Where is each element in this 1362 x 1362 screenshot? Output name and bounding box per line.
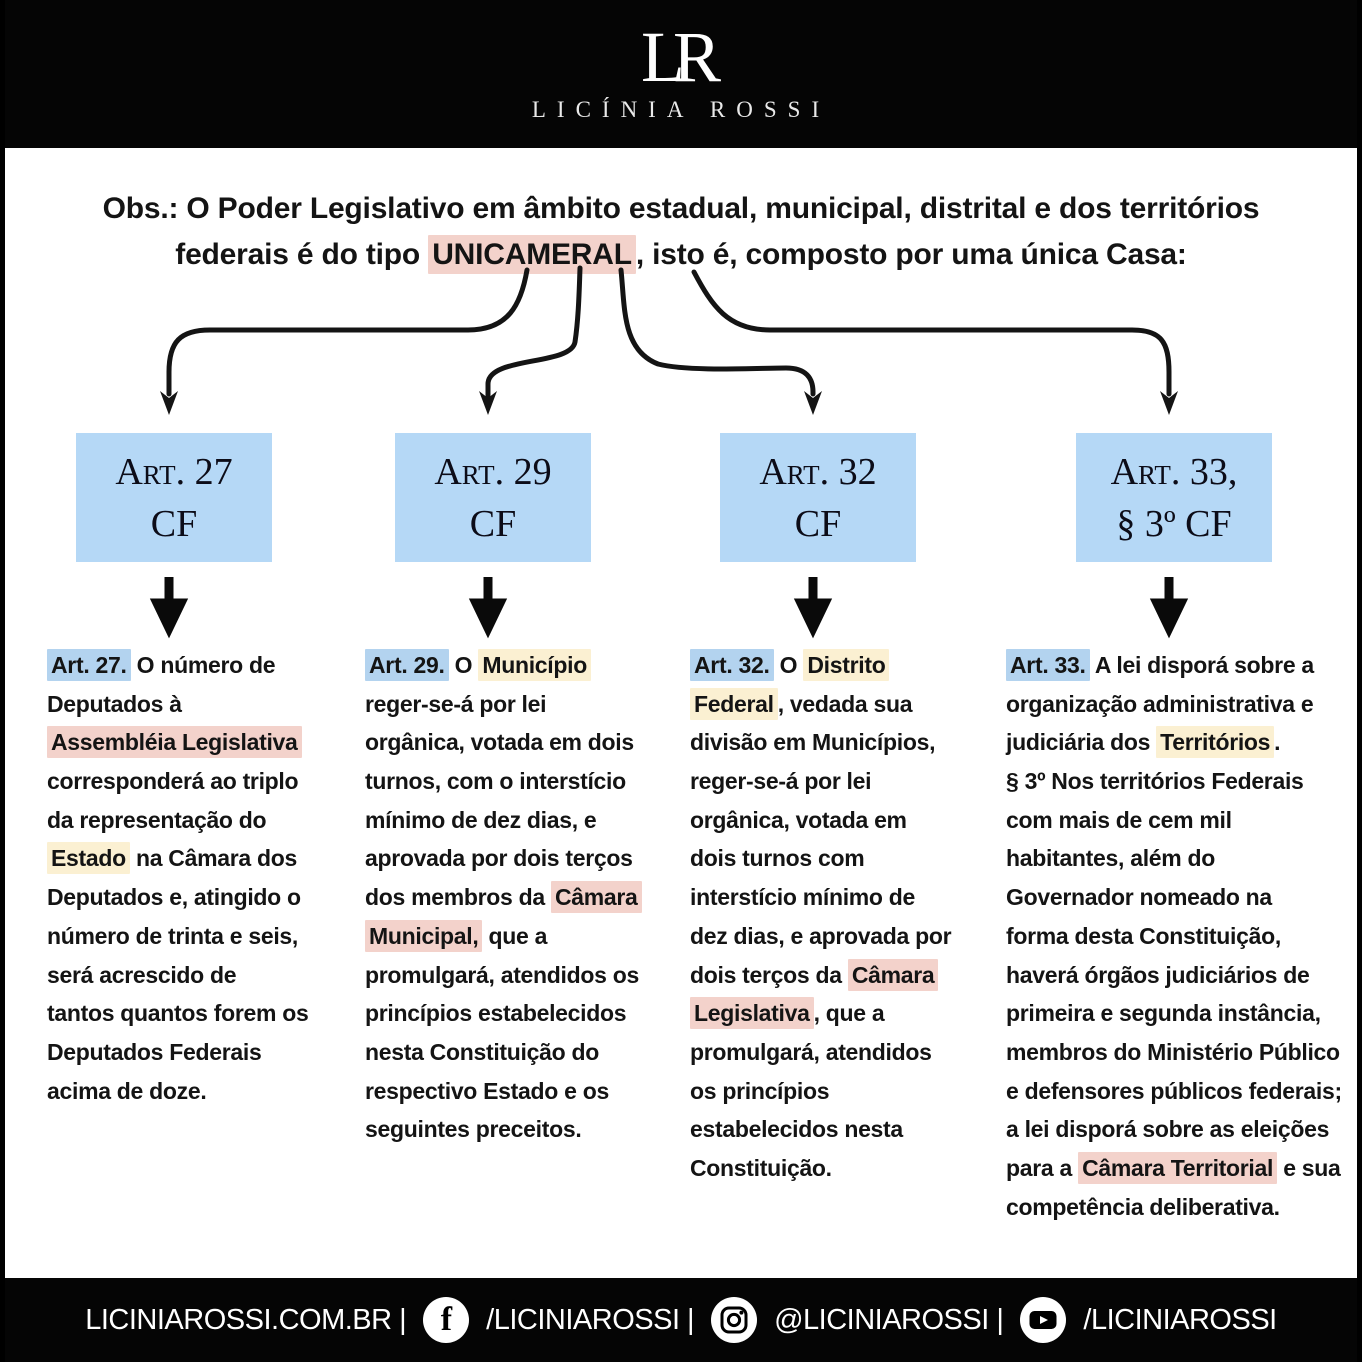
text-line (690, 1033, 990, 1072)
highlighted-text: Estado (47, 842, 130, 874)
plain-text: divisão em Municípios, (690, 729, 936, 756)
text-line (1006, 1188, 1358, 1227)
text-line (690, 994, 990, 1033)
plain-text: O (773, 652, 804, 678)
plain-text: interstício mínimo de (690, 884, 916, 911)
text-line (690, 1110, 990, 1149)
header-band (0, 0, 1362, 148)
text-line (365, 646, 665, 685)
text-line (690, 723, 990, 762)
plain-text: e defensores públicos federais; (1006, 1077, 1342, 1104)
highlighted-text: UNICAMERAL (428, 235, 636, 274)
logo-letter-r: R (672, 17, 721, 97)
box-art-33-line2: § 3º CF (1116, 502, 1232, 545)
plain-text: orgânica, votada em dois (365, 729, 634, 756)
plain-text: haverá órgãos judiciários de (1006, 961, 1310, 988)
highlighted-text: Art. 33. (1006, 649, 1090, 681)
text-line (1006, 917, 1358, 956)
text-line (365, 878, 665, 917)
plain-text: será acrescido de (47, 961, 237, 988)
plain-text: acima de doze. (47, 1077, 207, 1104)
box-art-33 (1076, 433, 1272, 562)
down-arrowhead-1 (157, 603, 181, 628)
down-arrowhead-3 (801, 603, 825, 628)
text-line (365, 956, 665, 995)
text-line (47, 762, 357, 801)
plain-text: princípios estabelecidos (365, 1000, 627, 1027)
plain-text: organização administrativa e (1006, 690, 1314, 717)
text-line (365, 801, 665, 840)
plain-text: que a (482, 922, 548, 949)
highlighted-text: Federal (690, 688, 778, 720)
plain-text: Obs.: O Poder Legislativo em âmbito estadual, municipal, distrital e dos territórios (102, 192, 1260, 225)
plain-text: turnos, com o interstício (365, 768, 626, 795)
text-line (5, 232, 1357, 278)
down-arrowhead-4 (1157, 603, 1181, 628)
plain-text: aprovada por dois terços (365, 845, 633, 872)
text-line (47, 839, 357, 878)
text-line (1006, 878, 1358, 917)
text-line (365, 1033, 665, 1072)
instagram-icon[interactable] (711, 1297, 757, 1343)
plain-text: a lei disporá sobre as eleições (1006, 1116, 1330, 1143)
plain-text: os princípios (690, 1077, 830, 1104)
plain-text: orgânica, votada em (690, 806, 907, 833)
text-line (690, 685, 990, 724)
curved-arrow-1 (169, 270, 527, 394)
text-line (690, 762, 990, 801)
plain-text: dez dias, e aprovada por (690, 922, 952, 949)
footer-youtube-handle[interactable]: /LICINIAROSSI (1083, 1303, 1277, 1336)
arrowhead-4 (1160, 391, 1178, 415)
text-line (690, 1072, 990, 1111)
arrowhead-2 (479, 391, 497, 415)
box-art-32-line1: Art. 32 (759, 450, 877, 493)
highlighted-text: Territórios (1156, 726, 1274, 758)
plain-text: reger-se-á por lei (365, 690, 547, 717)
plain-text: , isto é, composto por uma única Casa: (635, 238, 1187, 271)
box-art-27-line2: CF (150, 502, 198, 545)
arrowhead-3 (804, 391, 822, 415)
highlighted-text: Legislativa (690, 997, 814, 1029)
text-line (365, 1072, 665, 1111)
text-line (47, 917, 357, 956)
plain-text: com mais de cem mil (1006, 806, 1232, 833)
text-line (1006, 1072, 1358, 1111)
box-art-27 (76, 433, 272, 562)
text-line (365, 685, 665, 724)
text-line (5, 186, 1357, 232)
text-line (690, 646, 990, 685)
text-line (690, 917, 990, 956)
plain-text: membros do Ministério Público (1006, 1038, 1340, 1065)
box-art-27-line1: Art. 27 (115, 450, 233, 493)
column-art-27-text (47, 646, 357, 1110)
column-art-32-text (690, 646, 990, 1188)
text-line (365, 723, 665, 762)
facebook-glyph: f (440, 1301, 452, 1338)
plain-text: Deputados e, atingido o (47, 884, 301, 911)
column-art-29-text (365, 646, 665, 1149)
text-line (1006, 801, 1358, 840)
plain-text: competência deliberativa. (1006, 1193, 1280, 1220)
text-line (47, 994, 357, 1033)
observation-heading (5, 186, 1357, 278)
text-line (690, 878, 990, 917)
curved-arrow-4 (694, 272, 1169, 394)
highlighted-text: Art. 29. (365, 649, 449, 681)
plain-text: primeira e segunda instância, (1006, 1000, 1321, 1027)
footer-band (0, 1278, 1362, 1362)
plain-text: judiciária dos (1006, 729, 1157, 756)
plain-text: da representação do (47, 806, 267, 833)
text-line (690, 839, 990, 878)
text-line (47, 801, 357, 840)
highlighted-text: Assembléia Legislativa (47, 726, 302, 758)
text-line (47, 878, 357, 917)
plain-text: dois terços da (690, 961, 848, 988)
text-line (1006, 1110, 1358, 1149)
text-line (690, 956, 990, 995)
text-line (365, 762, 665, 801)
plain-text: para a (1006, 1154, 1079, 1181)
plain-text: § 3º Nos territórios Federais (1006, 768, 1304, 795)
plain-text: seguintes preceitos. (365, 1116, 582, 1143)
text-line (690, 801, 990, 840)
plain-text: e sua (1277, 1154, 1341, 1181)
plain-text: dois turnos com (690, 845, 865, 872)
curved-arrow-2 (488, 268, 580, 396)
text-line (365, 1110, 665, 1149)
box-art-29 (395, 433, 591, 562)
text-line (1006, 685, 1358, 724)
plain-text: tantos quantos forem os (47, 1000, 309, 1027)
plain-text: promulgará, atendidos (690, 1038, 932, 1065)
plain-text: , vedada sua (777, 690, 913, 717)
lr-logo (640, 17, 721, 97)
highlighted-text: Municipal, (365, 920, 482, 952)
text-line (690, 1149, 990, 1188)
plain-text: corresponderá ao triplo (47, 768, 299, 795)
text-line (365, 917, 665, 956)
footer-website[interactable]: LICINIAROSSI.COM.BR | (85, 1303, 407, 1336)
plain-text: , que a (813, 1000, 885, 1027)
column-art-33-text (1006, 646, 1358, 1226)
logo-letter-l: L (640, 17, 685, 97)
box-art-29-line1: Art. 29 (434, 450, 552, 493)
plain-text: O (448, 652, 479, 678)
box-art-32-line2: CF (794, 502, 842, 545)
plain-text: . (1274, 729, 1281, 756)
text-line (1006, 723, 1358, 762)
plain-text: Constituição. (690, 1154, 832, 1181)
text-line (47, 1033, 357, 1072)
text-line (1006, 762, 1358, 801)
box-art-32 (720, 433, 916, 562)
plain-text: Governador nomeado na (1006, 884, 1272, 911)
plain-text: Deputados à (47, 690, 182, 717)
text-line (1006, 994, 1358, 1033)
brand-name: LICÍNIA ROSSI (531, 97, 831, 122)
text-line (47, 685, 357, 724)
plain-text: estabelecidos nesta (690, 1116, 903, 1143)
youtube-icon[interactable] (1020, 1297, 1066, 1343)
text-line (365, 994, 665, 1033)
arrowhead-1 (160, 391, 178, 415)
plain-text: forma desta Constituição, (1006, 922, 1281, 949)
text-line (1006, 1149, 1358, 1188)
text-line (365, 839, 665, 878)
highlighted-text: Câmara (848, 959, 939, 991)
instagram-glyph (719, 1305, 749, 1335)
text-line (47, 646, 357, 685)
plain-text: O número de (130, 652, 276, 678)
text-line (47, 956, 357, 995)
plain-text: federais é do tipo (175, 238, 429, 271)
footer-instagram-handle[interactable]: @LICINIAROSSI | (774, 1303, 1004, 1336)
plain-text: A lei disporá sobre a (1089, 652, 1314, 678)
text-line (1006, 646, 1358, 685)
text-line (1006, 956, 1358, 995)
plain-text: promulgará, atendidos os (365, 961, 639, 988)
text-line (1006, 1033, 1358, 1072)
box-art-33-line1: Art. 33, (1110, 450, 1238, 493)
box-art-29-line2: CF (469, 502, 517, 545)
plain-text: na Câmara dos (129, 845, 297, 872)
plain-text: reger-se-á por lei (690, 768, 872, 795)
plain-text: número de trinta e seis, (47, 922, 298, 949)
highlighted-text: Distrito (803, 649, 889, 681)
text-line (47, 1072, 357, 1111)
plain-text: nesta Constituição do (365, 1038, 599, 1065)
facebook-icon[interactable] (423, 1297, 469, 1343)
highlighted-text: Câmara (551, 881, 642, 913)
footer-facebook-handle[interactable]: /LICINIAROSSI | (486, 1303, 695, 1336)
text-line (47, 723, 357, 762)
youtube-glyph (1028, 1305, 1058, 1335)
text-line (1006, 839, 1358, 878)
plain-text: Deputados Federais (47, 1038, 262, 1065)
plain-text: habitantes, além do (1006, 845, 1216, 872)
highlighted-text: Art. 27. (47, 649, 131, 681)
down-arrowhead-2 (476, 603, 500, 628)
plain-text: respectivo Estado e os (365, 1077, 609, 1104)
plain-text: mínimo de dez dias, e (365, 806, 597, 833)
highlighted-text: Art. 32. (690, 649, 774, 681)
curved-arrow-3 (621, 270, 813, 394)
highlighted-text: Câmara Territorial (1078, 1152, 1277, 1184)
highlighted-text: Município (478, 649, 591, 681)
plain-text: dos membros da (365, 884, 551, 911)
